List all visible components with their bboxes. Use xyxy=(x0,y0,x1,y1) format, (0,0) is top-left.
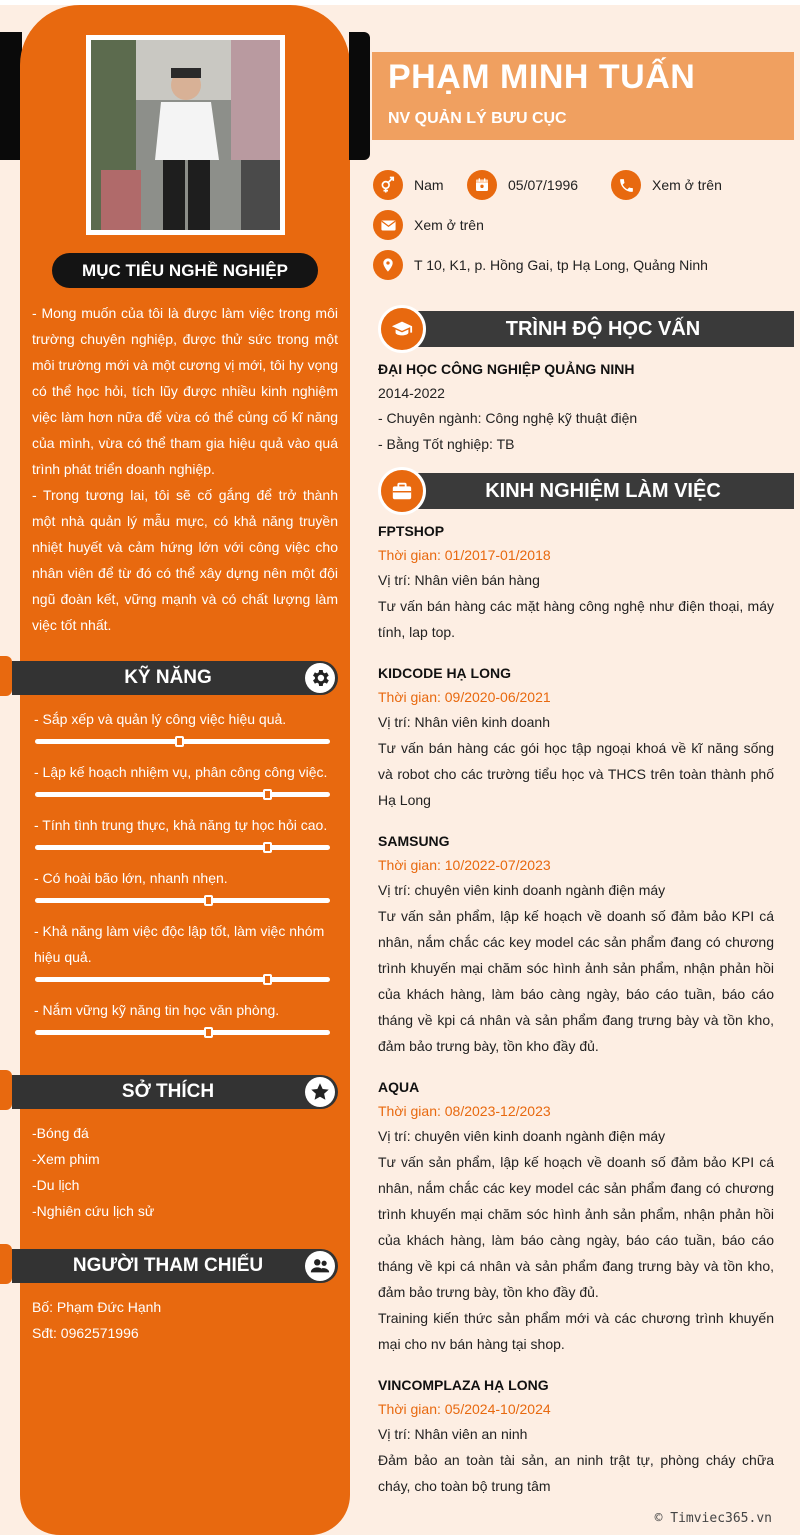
job-title: NV QUẢN LÝ BƯU CỤC xyxy=(388,110,567,127)
education-major: - Chuyên ngành: Công nghệ kỹ thuật điện xyxy=(378,410,638,426)
job-position: Vị trí: Nhân viên kinh doanh xyxy=(378,714,550,730)
phone-info xyxy=(611,170,722,200)
hobby-item: -Bóng đá xyxy=(32,1125,89,1141)
job-company: KIDCODE HẠ LONG xyxy=(378,665,511,681)
reference-item: Bố: Phạm Đức Hạnh xyxy=(32,1299,162,1315)
job-position: Vị trí: chuyên viên kinh doanh ngành điện máy xyxy=(378,1128,666,1144)
decor-tab-left xyxy=(0,32,22,160)
gender-icon xyxy=(373,170,403,200)
job-description: Đảm bảo an toàn tài sản, an ninh trật tự, phòng cháy chữa cháy, cho toàn bộ trung tâm xyxy=(378,1452,774,1494)
skills-header xyxy=(12,661,338,695)
gender-info xyxy=(373,170,444,200)
skills-notch xyxy=(0,656,12,696)
address-info xyxy=(373,250,708,280)
skill-marker xyxy=(263,974,272,985)
education-school: ĐẠI HỌC CÔNG NGHIỆP QUẢNG NINH xyxy=(378,361,635,377)
birthday-info xyxy=(467,170,578,200)
email-text: Xem ở trên xyxy=(414,217,484,233)
address-text: T 10, K1, p. Hồng Gai, tp Hạ Long, Quảng Ninh xyxy=(414,257,708,273)
objective-paragraph: - Mong muốn của tôi là được làm việc trong môi trường chuyên nghiệp, được thử sức trong một môi trường mới và một cương vị mới, tôi hy vọng có thể học hỏi, tích lũy được nhiều kinh nghiệm việc làm hơn nữa để vừa có thể củng cố kĩ năng của mình, vừa có thể tham gia hiệu quả vào quá trình phát triển doanh nghiệp. xyxy=(32,305,338,477)
job-description: Training kiến thức sản phẩm mới và các chương trình khuyến mại cho nv bán hàng tại shop. xyxy=(378,1310,774,1352)
hobby-item: -Nghiên cứu lịch sử xyxy=(32,1203,155,1219)
calendar-icon xyxy=(467,170,497,200)
skill-bar xyxy=(35,977,330,982)
education-degree: - Bằng Tốt nghiệp: TB xyxy=(378,436,515,452)
decor-tab-right xyxy=(349,32,370,160)
references-notch xyxy=(0,1244,12,1284)
graduation-cap-icon xyxy=(378,305,426,353)
skill-label: - Lập kế hoạch nhiệm vụ, phân công công việc. xyxy=(34,764,328,780)
reference-item: Sđt: 0962571996 xyxy=(32,1325,139,1341)
job-time: Thời gian: 09/2020-06/2021 xyxy=(378,689,551,705)
skill-bar xyxy=(35,792,330,797)
email-info xyxy=(373,210,484,240)
job-time: Thời gian: 10/2022-07/2023 xyxy=(378,857,551,873)
skill-bar xyxy=(35,1030,330,1035)
gender-text: Nam xyxy=(414,177,444,193)
skill-label: - Sắp xếp và quản lý công việc hiệu quả. xyxy=(34,711,287,727)
objective-paragraph: - Trong tương lai, tôi sẽ cố gắng để trở thành một nhà quản lý mẫu mực, có khả năng truyền nhiệt huyết và cảm hứng lớn với công việc cho nhân viên để từ đó có thể xây dựng nên một đội ngũ đoàn kết, vững mạnh và có chất lượng làm việc tốt nhất. xyxy=(32,487,338,633)
job-company: FPTSHOP xyxy=(378,523,445,539)
job-company: VINCOMPLAZA HẠ LONG xyxy=(378,1377,549,1393)
job-company: SAMSUNG xyxy=(378,833,450,849)
skill-label: - Có hoài bão lớn, nhanh nhẹn. xyxy=(34,870,228,886)
job-description: Tư vấn bán hàng các gói học tập ngoại khoá về kĩ năng sống và robot cho các trường tiểu học và THCS trên toàn thành phố Hạ Long xyxy=(378,740,774,808)
skill-bar xyxy=(35,739,330,744)
phone-icon xyxy=(611,170,641,200)
gear-icon xyxy=(305,663,335,693)
education-years: 2014-2022 xyxy=(378,385,445,401)
skill-marker xyxy=(204,895,213,906)
hobby-item: -Du lịch xyxy=(32,1177,80,1193)
skill-marker xyxy=(175,736,184,747)
birthday-text: 05/07/1996 xyxy=(508,177,579,193)
objective-text xyxy=(32,300,338,638)
briefcase-icon xyxy=(378,467,426,515)
skill-bar xyxy=(35,898,330,903)
job-position: Vị trí: chuyên viên kinh doanh ngành điện máy xyxy=(378,882,666,898)
hobbies-header xyxy=(12,1075,338,1109)
star-icon xyxy=(305,1077,335,1107)
job-company: AQUA xyxy=(378,1079,420,1095)
job-description: Tư vấn bán hàng các mặt hàng công nghệ như điện thoại, máy tính, lap top. xyxy=(378,598,774,640)
hobbies-notch xyxy=(0,1070,12,1110)
footer-watermark[interactable]: © Timviec365.vn xyxy=(654,1511,772,1526)
job-position: Vị trí: Nhân viên bán hàng xyxy=(378,572,540,588)
hobby-item: -Xem phim xyxy=(32,1151,100,1167)
experience-header: KINH NGHIỆM LÀM VIỆC xyxy=(400,473,794,509)
phone-text: Xem ở trên xyxy=(652,177,722,193)
skill-label: - Nắm vững kỹ năng tin học văn phòng. xyxy=(34,1002,280,1018)
objective-title: MỤC TIÊU NGHỀ NGHIỆP xyxy=(52,253,318,288)
skill-marker xyxy=(263,789,272,800)
mail-icon xyxy=(373,210,403,240)
job-time: Thời gian: 05/2024-10/2024 xyxy=(378,1401,551,1417)
skills-title: KỸ NĂNG xyxy=(124,667,212,688)
skill-bar xyxy=(35,845,330,850)
skill-label: - Tính tình trung thực, khả năng tự học hỏi cao. xyxy=(34,817,328,833)
skill-label: - Khả năng làm việc độc lập tốt, làm việc nhóm hiệu quả. xyxy=(34,923,325,965)
people-icon xyxy=(305,1251,335,1281)
references-header xyxy=(12,1249,338,1283)
job-description: Tư vấn sản phẩm, lập kế hoạch về doanh số đảm bảo KPI cá nhân, nắm chắc các key model các sản phẩm đang có chương trình khuyến mại chăm sóc hình ảnh sản phẩm, nhận phản hồi của khách hàng, làm báo càng ngày, báo cáo tuần, báo cáo tháng về kpi cá nhân và sản phẩm đang trưng bày và tồn kho, đảm bảo trưng bày, tồn kho đầy đủ. xyxy=(378,1154,774,1300)
profile-photo xyxy=(86,35,285,235)
photo-image xyxy=(91,40,280,230)
candidate-name: PHẠM MINH TUẤN xyxy=(388,58,696,96)
job-description: Tư vấn sản phẩm, lập kế hoạch về doanh số đảm bảo KPI cá nhân, nắm chắc các key model các sản phẩm đang có chương trình khuyến mại chăm sóc hình ảnh sản phẩm, nhận phản hồi của khách hàng, làm báo càng ngày, báo cáo tuần, báo cáo tháng về kpi cá nhân và sản phẩm đang trưng bày và tồn kho, đảm bảo trưng bày, tồn kho đầy đủ. xyxy=(378,908,774,1054)
hobbies-title: SỞ THÍCH xyxy=(121,1081,215,1102)
job-time: Thời gian: 01/2017-01/2018 xyxy=(378,547,551,563)
skill-marker xyxy=(263,842,272,853)
location-icon xyxy=(373,250,403,280)
education-header: TRÌNH ĐỘ HỌC VẤN xyxy=(400,311,794,347)
job-time: Thời gian: 08/2023-12/2023 xyxy=(378,1103,551,1119)
skill-marker xyxy=(204,1027,213,1038)
references-title: NGƯỜI THAM CHIẾU xyxy=(72,1255,264,1276)
job-position: Vị trí: Nhân viên an ninh xyxy=(378,1426,528,1442)
